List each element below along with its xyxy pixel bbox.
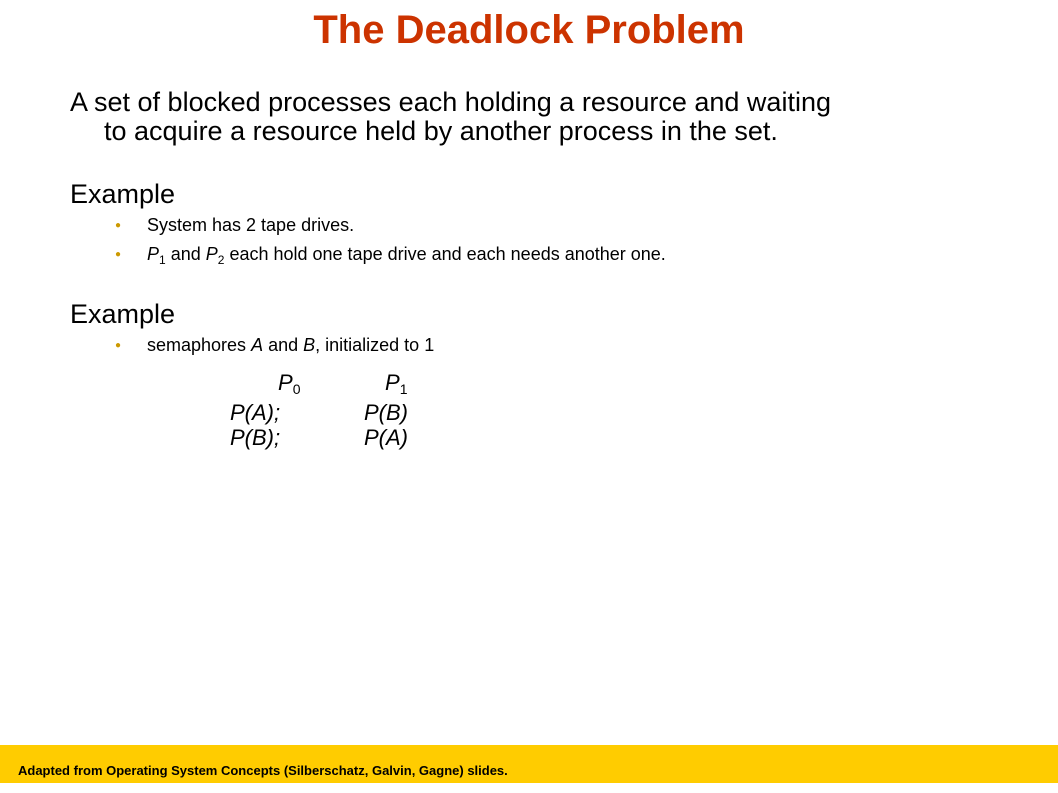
intro-line-2: to acquire a resource held by another process in the set.: [104, 116, 778, 146]
and-text: and: [165, 244, 206, 264]
initialized-text: , initialized to 1: [315, 335, 435, 355]
bullet-dot-icon: ●: [115, 340, 122, 352]
example-2-bullet: [115, 334, 434, 357]
intro-line-1: A set of blocked processes each holding a resource and waiting: [70, 87, 831, 117]
process-p-letter: P: [147, 244, 160, 264]
p1-letter: P: [385, 370, 400, 395]
example-1-bullet-2: [115, 243, 666, 266]
footer-bar: [0, 745, 1058, 783]
and-text: and: [263, 335, 304, 355]
code-p0-line-2: P(B);: [230, 425, 281, 450]
code-p1-line-1: P(B): [364, 400, 408, 425]
p0-subscript: 0: [292, 381, 301, 397]
code-header-p0: [278, 371, 300, 395]
semaphores-text: semaphores: [147, 335, 252, 355]
example-1-heading: Example: [70, 179, 176, 209]
p1-subscript: 1: [399, 381, 408, 397]
slide-title: The Deadlock Problem: [313, 8, 745, 52]
process-subscript-2: 2: [217, 253, 225, 267]
semaphore-b: B: [303, 335, 316, 355]
footer-credit: Adapted from Operating System Concepts (Silberschatz, Galvin, Gagne) slides.: [18, 763, 508, 778]
intro-paragraph: [70, 88, 1030, 146]
code-header-p1: [385, 371, 407, 395]
bullet-dot-icon: ●: [115, 249, 122, 261]
example-1-bullet-1: [115, 214, 354, 237]
example-2-heading: Example: [70, 299, 176, 329]
semaphore-a: A: [251, 335, 264, 355]
code-p0-line-1: P(A);: [230, 400, 281, 425]
code-p1-line-2: P(A): [364, 425, 408, 450]
p0-letter: P: [278, 370, 293, 395]
process-subscript-1: 1: [159, 253, 166, 267]
bullet-1-text: System has 2 tape drives.: [147, 215, 355, 235]
bullet-2-rest-text: each hold one tape drive and each needs another one.: [224, 244, 666, 264]
bullet-dot-icon: ●: [115, 220, 122, 232]
process-p-letter: P: [205, 244, 218, 264]
